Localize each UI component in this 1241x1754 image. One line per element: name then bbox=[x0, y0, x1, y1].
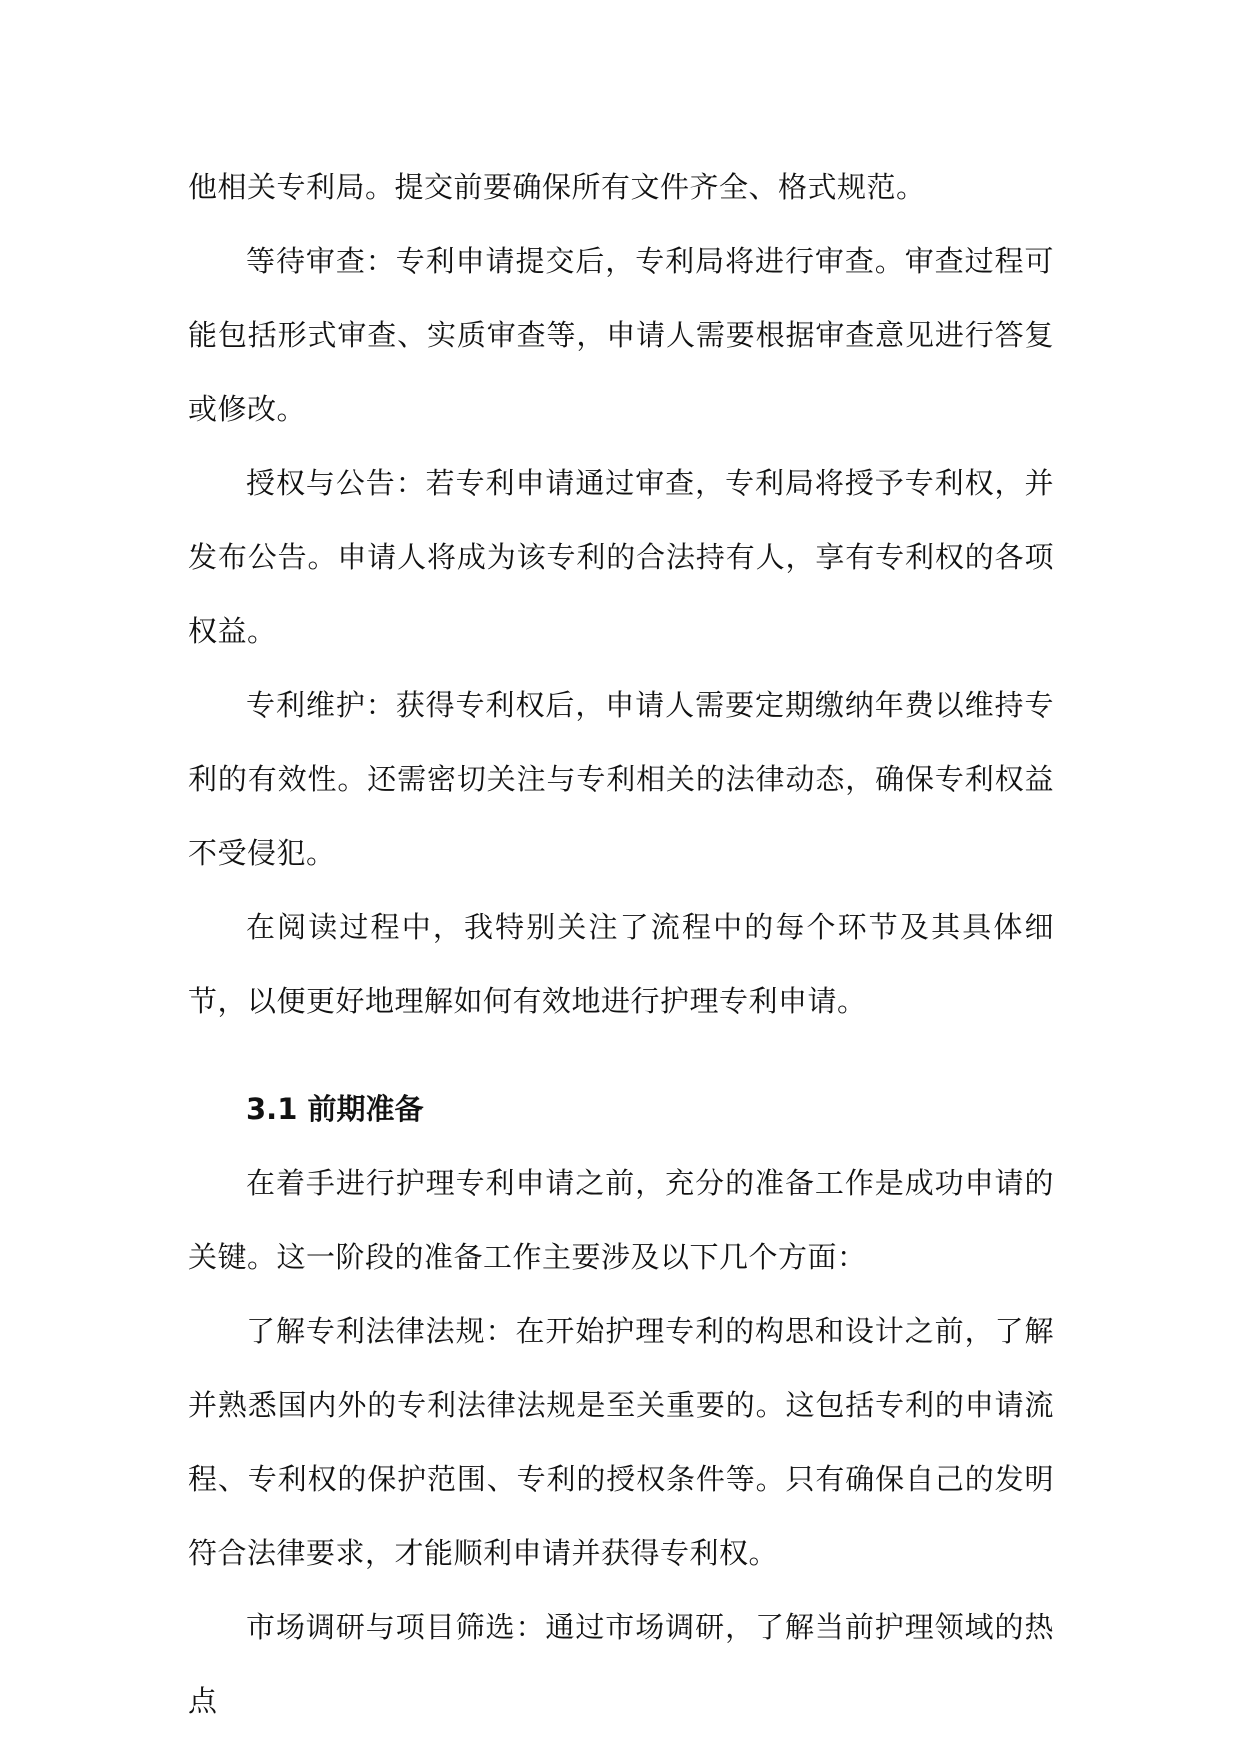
paragraph-patent-maintenance: 专利维护：获得专利权后，申请人需要定期缴纳年费以维持专利的有效性。还需密切关注与专利相关的法律动态，确保专利权益不受侵犯。 bbox=[188, 688, 1054, 870]
page-content bbox=[188, 150, 1054, 1738]
paragraph-waiting-review: 等待审查：专利申请提交后，专利局将进行审查。审查过程可能包括形式审查、实质审查等，申请人需要根据审查意见进行答复或修改。 bbox=[188, 244, 1054, 426]
paragraph-grant-announcement: 授权与公告：若专利申请通过审查，专利局将授予专利权，并发布公告。申请人将成为该专利的合法持有人，享有专利权的各项权益。 bbox=[188, 466, 1054, 648]
paragraph-market-research: 市场调研与项目筛选：通过市场调研，了解当前护理领域的热点 bbox=[188, 1610, 1054, 1718]
section-spacer bbox=[188, 1038, 1054, 1072]
paragraph-reading-focus: 在阅读过程中，我特别关注了流程中的每个环节及其具体细节，以便更好地理解如何有效地进行护理专利申请。 bbox=[188, 910, 1054, 1018]
section-heading: 3.1 前期准备 bbox=[246, 1092, 424, 1126]
paragraph-laws-regulations: 了解专利法律法规：在开始护理专利的构思和设计之前，了解并熟悉国内外的专利法律法规是至关重要的。这包括专利的申请流程、专利权的保护范围、专利的授权条件等。只有确保自己的发明符合法律要求，才能顺利申请并获得专利权。 bbox=[188, 1314, 1054, 1570]
paragraph-preparation-intro: 在着手进行护理专利申请之前，充分的准备工作是成功申请的关键。这一阶段的准备工作主要涉及以下几个方面： bbox=[188, 1166, 1054, 1274]
paragraph-continuation: 他相关专利局。提交前要确保所有文件齐全、格式规范。 bbox=[188, 170, 926, 204]
